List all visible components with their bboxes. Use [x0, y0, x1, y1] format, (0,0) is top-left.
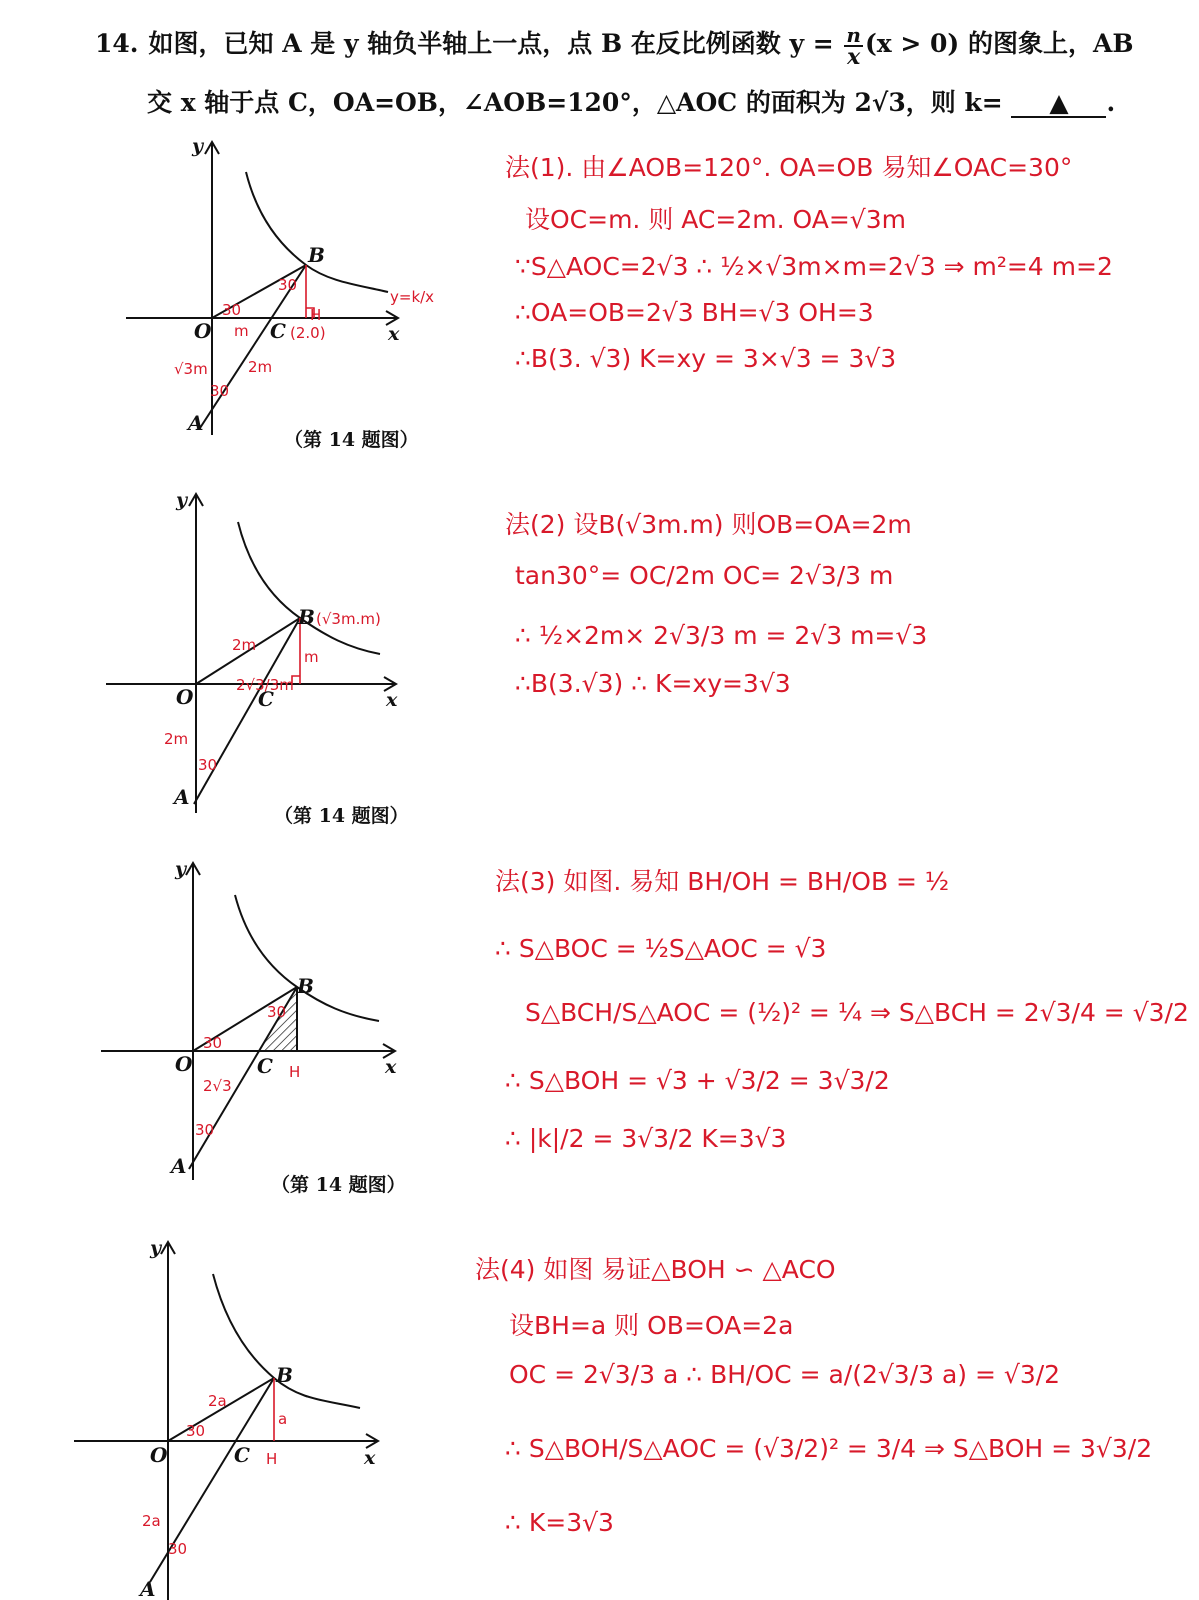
triangle-mark-icon: ▲	[1049, 87, 1069, 117]
point-o-label: O	[176, 685, 194, 709]
point-b-label: B	[298, 605, 315, 629]
solution-3	[495, 862, 1189, 1162]
hyperbola-curve	[213, 1274, 360, 1408]
h-label: H	[310, 306, 322, 324]
angle-b: 30	[267, 1003, 287, 1021]
oc-length: 2√3/3m	[236, 676, 294, 694]
figure-caption: （第 14 题图）	[274, 805, 409, 827]
ob-length: 2m	[232, 636, 257, 654]
solution-line: ∴ ½×2m× 2√3/3 m = 2√3 m=√3	[515, 621, 928, 650]
oa-length: 2m	[164, 730, 189, 748]
solution-line: ∴ |k|/2 = 3√3/2 K=3√3	[505, 1124, 787, 1153]
figure-4	[68, 1232, 398, 1600]
y-axis-label: y	[192, 135, 204, 157]
solution-line: ∴ S△BOH = √3 + √3/2 = 3√3/2	[505, 1066, 890, 1095]
b-coordinate: (√3m.m)	[316, 610, 381, 628]
solution-line: 设OC=m. 则 AC=2m. OA=√3m	[525, 205, 906, 234]
point-b-label: B	[308, 243, 325, 267]
point-c-label: C	[258, 687, 274, 711]
solution-line: ∴ K=3√3	[505, 1508, 614, 1537]
x-axis-label: x	[386, 689, 398, 711]
solution-1	[505, 148, 1145, 388]
point-a-label: A	[188, 411, 204, 435]
problem-end-period: .	[1106, 87, 1116, 117]
x-axis-label: x	[364, 1447, 376, 1469]
bh-length: a	[278, 1410, 288, 1428]
solution-line: ∴OA=OB=2√3 BH=√3 OH=3	[515, 298, 874, 327]
solution-line: tan30°= OC/2m OC= 2√3/3 m	[515, 561, 894, 590]
angle-a: 30	[198, 756, 218, 774]
solution-line: 法(1). 由∠AOB=120°. OA=OB 易知∠OAC=30°	[505, 153, 1073, 182]
curve-annotation: y=k/x	[390, 288, 435, 306]
oa-length: 2√3	[203, 1077, 232, 1095]
angle-a: 30	[210, 382, 230, 400]
figure-3	[95, 855, 425, 1200]
angle-b: 30	[278, 276, 298, 294]
point-o-label: O	[150, 1443, 168, 1467]
point-b-label: B	[297, 974, 314, 998]
angle-o: 30	[203, 1034, 223, 1052]
angle-a: 30	[168, 1540, 188, 1558]
solution-line: 法(4) 如图 易证△BOH ∽ △ACO	[475, 1255, 836, 1284]
h-label: H	[289, 1063, 301, 1081]
fraction-numerator: n	[846, 22, 861, 47]
point-o-label: O	[175, 1052, 193, 1076]
point-a-label: A	[140, 1577, 156, 1600]
x-axis-label: x	[385, 1056, 397, 1078]
solution-line: ∴B(3.√3) ∴ K=xy=3√3	[515, 669, 791, 698]
oc-length: m	[234, 322, 249, 340]
y-axis-label: y	[176, 489, 188, 511]
oa-length: 2a	[142, 1512, 161, 1530]
solution-line: 法(3) 如图. 易知 BH/OH = BH/OB = ½	[495, 867, 950, 896]
figure-caption: （第 14 题图）	[271, 1174, 406, 1196]
question-number: 14.	[95, 29, 139, 58]
solution-line: 设BH=a 则 OB=OA=2a	[509, 1311, 794, 1340]
solution-line: ∴ S△BOH/S△AOC = (√3/2)² = 3/4 ⇒ S△BOH = 3√3/2	[505, 1434, 1153, 1463]
problem-line-2	[95, 81, 1175, 125]
ob-length: 2a	[208, 1392, 227, 1410]
solution-4	[475, 1250, 1165, 1550]
hyperbola-curve	[238, 522, 380, 654]
y-axis-label: y	[150, 1237, 162, 1259]
problem-statement	[95, 22, 1175, 125]
hyperbola-curve	[246, 172, 388, 292]
h-label: H	[266, 1450, 278, 1468]
angle-o: 30	[222, 301, 242, 319]
problem-line-1	[95, 22, 1175, 70]
hyperbola-curve	[235, 895, 379, 1021]
point-c-label: C	[234, 1443, 250, 1467]
point-a-label: A	[174, 785, 190, 809]
figure-2	[98, 488, 428, 833]
x-axis-label: x	[388, 323, 400, 345]
problem-text-1a: 如图，已知 A 是 y 轴负半轴上一点，点 B 在反比例函数 y =	[148, 29, 834, 58]
point-a-label: A	[171, 1154, 187, 1178]
angle-a: 30	[195, 1121, 215, 1139]
angle-o: 30	[186, 1422, 206, 1440]
point-c-label: C	[257, 1054, 273, 1078]
answer-blank	[1011, 87, 1106, 118]
ac-length: 2m	[248, 358, 273, 376]
solution-line: ∴ S△BOC = ½S△AOC = √3	[495, 934, 827, 963]
solution-line: ∴B(3. √3) K=xy = 3×√3 = 3√3	[515, 344, 897, 373]
bh-length: m	[304, 648, 319, 666]
solution-line: 法(2) 设B(√3m.m) 则OB=OA=2m	[505, 510, 912, 539]
point-c-label: C	[270, 319, 286, 343]
figure-caption: （第 14 题图）	[284, 429, 419, 451]
point-b-label: B	[276, 1363, 293, 1387]
solution-2	[505, 505, 1145, 725]
figure-1	[118, 130, 448, 460]
problem-text-1b: (x > 0) 的图象上，AB	[864, 29, 1134, 58]
fraction-n-over-x	[844, 22, 863, 70]
c-coordinate: (2.0)	[290, 324, 326, 342]
oa-length: √3m	[174, 360, 208, 378]
point-o-label: O	[194, 319, 212, 343]
problem-text-2: 交 x 轴于点 C，OA=OB，∠AOB=120°，△AOC 的面积为 2√3，则 k=	[147, 87, 1003, 117]
fraction-denominator: x	[847, 43, 861, 70]
solution-line: S△BCH/S△AOC = (½)² = ¼ ⇒ S△BCH = 2√3/4 = √3/2	[525, 998, 1189, 1027]
y-axis-label: y	[175, 858, 187, 880]
solution-line: OC = 2√3/3 a ∴ BH/OC = a/(2√3/3 a) = √3/2	[509, 1360, 1061, 1389]
solution-line: ∵S△AOC=2√3 ∴ ½×√3m×m=2√3 ⇒ m²=4 m=2	[515, 252, 1113, 281]
